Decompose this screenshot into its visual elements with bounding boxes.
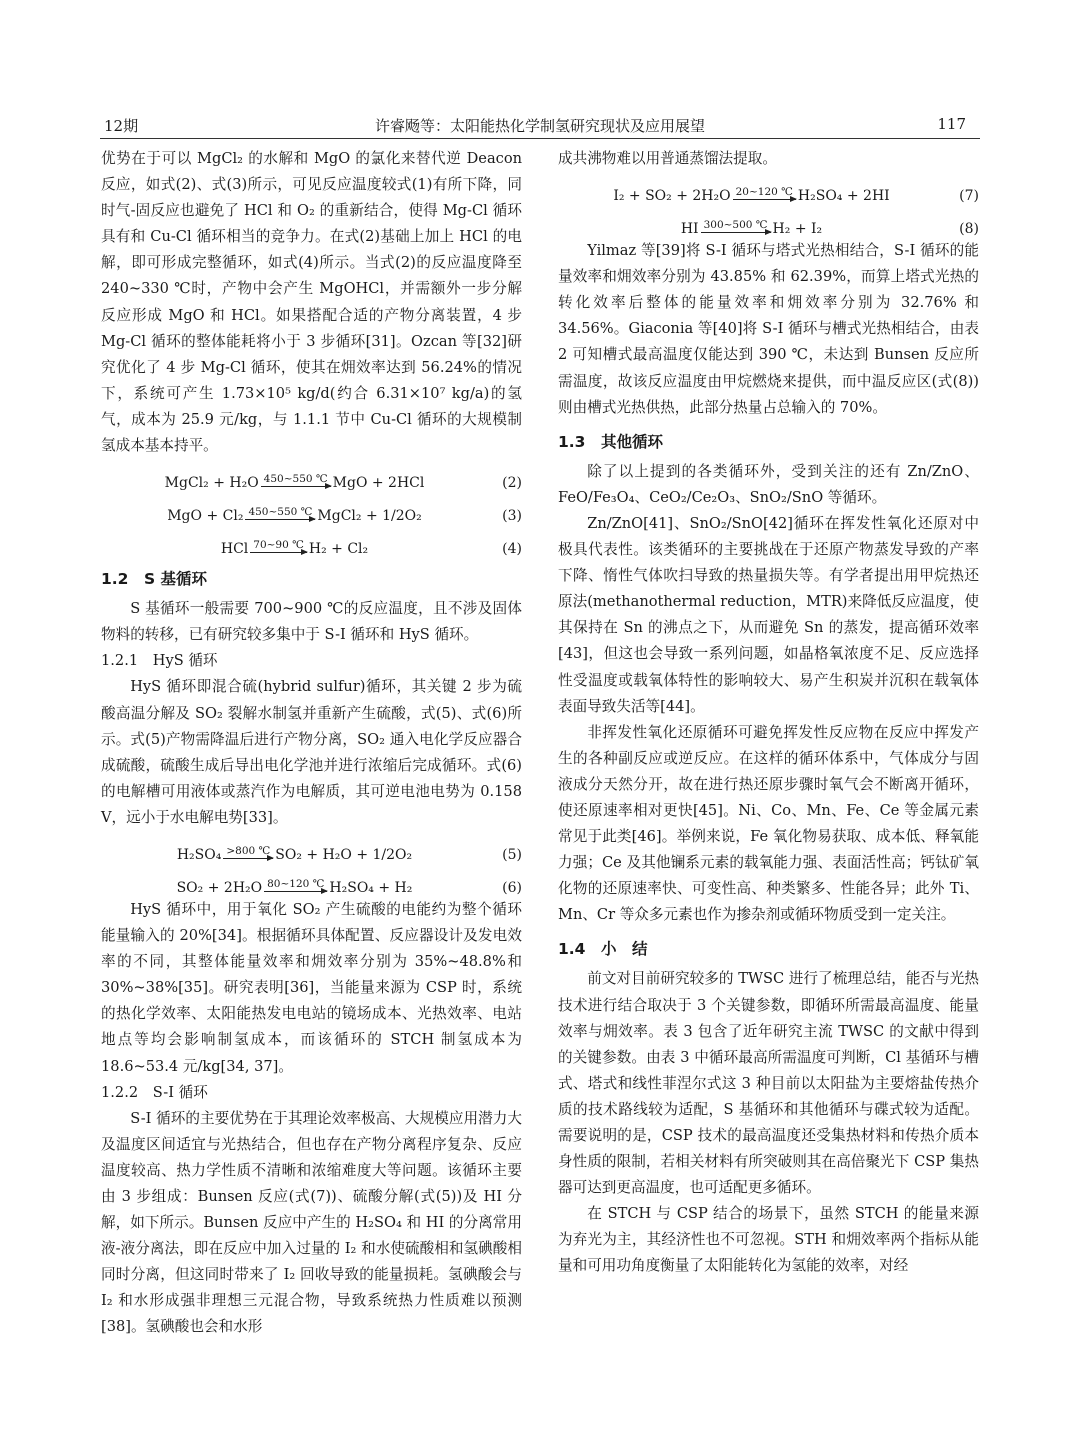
section-heading: 1.4 小 结 — [558, 940, 648, 959]
eq-lhs: SO₂ + 2H₂O — [176, 879, 263, 896]
eq-rhs: SO₂ + H₂O + 1/2O₂ — [275, 846, 413, 863]
equation-5 — [101, 831, 522, 864]
eq-lhs: HI — [680, 221, 699, 238]
eq-number: (4) — [502, 541, 522, 558]
eq-rhs: MgCl₂ + 1/2O₂ — [317, 508, 422, 525]
reaction-arrow — [264, 879, 327, 897]
eq-rhs: H₂ + I₂ — [772, 221, 823, 238]
eq-lhs: MgCl₂ + H₂O — [164, 475, 259, 492]
eq-lhs: HCl — [220, 541, 249, 558]
left-column — [101, 146, 522, 1341]
issue-label: 12期 — [104, 117, 139, 135]
eq-number: (3) — [502, 508, 522, 525]
reaction-arrow — [245, 507, 315, 525]
page-number: 117 — [937, 115, 966, 133]
paragraph: 前文对目前研究较多的 TWSC 进行了梳理总结，能否与光热技术进行结合取决于 3 个关键参数，即循环所需最高温度、能量效率与㶲效率。表 3 包含了近年研究主流 TWSC 的文献中得到的关键参数。由表 3 中循环最高所需温度可判断，Cl 基循环与槽式、塔式和线性菲涅尔式这 3 种目前以太阳盐为主要熔盐传热介质的技术路线较为适配，S 基循环和其他循环与碟式较为适配。需要说明的是，CSP 技术的最高温度还受集热材料和传热介质本身性质的限制，若相关材料有所突破则其在高倍聚光下 CSP 集热器可达到更高温度，也可适配更多循环。 — [558, 970, 979, 1197]
eq-rhs: H₂ + Cl₂ — [308, 541, 369, 558]
eq-lhs: MgO + Cl₂ — [167, 508, 244, 525]
paragraph: 非挥发性氧化还原循环可避免挥发性反应物在反应中挥发产生的各种副反应或逆反应。在这样的循环体系中，气体成分与固液成分天然分开，故在进行热还原步骤时氧气会不断离开循环，使还原速率相对更快[45]。Ni、Co、Mn、Fe、Ce 等金属元素常见于此类[46]。举例来说，Fe 氧化物易获取、成本低、释氧能力强；Ce 及其他镧系元素的载氧能力强、表面活性高；钙钛矿氧化物的还原速率快、可变性高、种类繁多、性能各异；此外 Ti、Mn、Cr 等众多元素也作为掺杂剂或循环物质受到一定关注。 — [558, 723, 979, 924]
eq-condition: 70~90 ℃ — [253, 539, 304, 552]
paragraph: S 基循环一般需要 700~900 ℃的反应温度，且不涉及固体物料的转移，已有研究较多集中于 S-I 循环和 HyS 循环。 — [101, 600, 522, 644]
eq-number: (5) — [502, 846, 522, 863]
eq-number: (2) — [502, 475, 522, 492]
eq-rhs: H₂SO₄ + 2HI — [797, 188, 890, 205]
reaction-arrow — [223, 846, 273, 864]
paragraph: HyS 循环即混合硫(hybrid sulfur)循环，其关键 2 步为硫酸高温分解及 SO₂ 裂解水制氢并重新产生硫酸，式(5)、式(6)所示。式(5)产物需降温后进行产物分离，SO₂ 通入电化学反应器合成硫酸，硫酸生成后导出电化学池并进行浓缩后完成循环。式(6)的电解槽可用液体或蒸汽作为电解质，其可逆电池电势为 0.158 V，远小于水电解电势[33]。 — [101, 678, 522, 826]
paragraph: 成共沸物难以用普通蒸馏法提取。 — [558, 150, 777, 167]
paragraph: HyS 循环中，用于氧化 SO₂ 产生硫酸的电能约为整个循环能量输入的 20%[34]。根据循环具体配置、反应器设计及发电效率的不同，其整体能量效率和㶲效率分别为 35%~48.8%和 30%~38%[35]。研究表明[36]，当能量来源为 CSP 时，系统的热化学效率、太阳能热发电电站的镜场成本、光热效率、电站地点等均会影响制氢成本，而该循环的 STCH 制氢成本为 18.6~53.4 元/kg[34, 37]。 — [101, 900, 522, 1075]
eq-number: (8) — [959, 221, 979, 238]
eq-lhs: I₂ + SO₂ + 2H₂O — [613, 188, 731, 205]
subsection-heading: 1.2.1 HyS 循环 — [101, 652, 218, 670]
paragraph: S-I 循环的主要优势在于其理论效率极高、大规模应用潜力大及温度区间适宜与光热结合，但也存在产物分离程序复杂、反应温度较高、热力学性质不清晰和浓缩难度大等问题。该循环主要由 3 步组成：Bunsen 反应(式(7))、硫酸分解(式(5))及 HI 分解，如下所示。Bunsen 反应中产生的 H₂SO₄ 和 HI 的分离常用液-液分离法，即在反应中加入过量的 I₂ 和水使硫酸相和氢碘酸相同时分离，但这同时带来了 I₂ 回收导致的能量损耗。氢碘酸会与 I₂ 和水形成强非理想三元混合物，导致系统热力性质难以预测[38]。氢碘酸也会和水形 — [101, 1109, 522, 1336]
running-title: 许睿飏等：太阳能热化学制氢研究现状及应用展望 — [374, 117, 705, 135]
right-column — [558, 146, 979, 1280]
equation-3 — [101, 492, 522, 525]
paragraph: 除了以上提到的各类循环外，受到关注的还有 Zn/ZnO、FeO/Fe₃O₄、CeO₂/Ce₂O₃、SnO₂/SnO 等循环。 — [558, 462, 979, 506]
section-heading: 1.3 其他循环 — [558, 432, 663, 451]
paragraph: 优势在于可以 MgCl₂ 的水解和 MgO 的氯化来替代逆 Deacon 反应，如式(2)、式(3)所示，可见反应温度较式(1)有所下降，同时气-固反应也避免了 HCl 和 O₂ 的重新结合，使得 Mg-Cl 循环具有和 Cu-Cl 循环相当的竞争力。在式(2)基础上加上 HCl 的电解，即可形成完整循环，如式(4)所示。当式(2)的反应温度降至 240~330 ℃时，产物中会产生 MgOHCl，并需额外一步分解反应形成 MgO 和 HCl。如果搭配合适的产物分离装置，4 步 Mg-Cl 循环的整体能耗将小于 3 步循环[31]。Ozcan 等[32]研究优化了 4 步 Mg-Cl 循环，使其在㶲效率达到 56.24%的情况下，系统可产生 1.73×10⁵ kg/d(约合 6.31×10⁷ kg/a)的氢气，成本为 25.9 元/kg，与 1.1.1 节中 Cu-Cl 循环的大规模制氢成本基本持平。 — [101, 150, 522, 455]
reaction-arrow — [250, 540, 307, 558]
equation-7 — [558, 172, 979, 205]
running-header — [100, 112, 980, 139]
equation-2 — [101, 459, 522, 492]
eq-condition: 80~120 ℃ — [267, 877, 325, 890]
eq-condition: 450~550 ℃ — [248, 506, 313, 519]
section-heading: 1.2 S 基循环 — [101, 570, 208, 589]
paragraph: 在 STCH 与 CSP 结合的场景下，虽然 STCH 的能量来源为弃光为主，其经济性也不可忽视。STH 和㶲效率两个指标从能量和可用功角度衡量了太阳能转化为氢能的效率，对经 — [558, 1205, 979, 1275]
paragraph: Yilmaz 等[39]将 S-I 循环与塔式光热相结合，S-I 循环的能量效率和㶲效率分别为 43.85% 和 62.39%，而算上塔式光热的转化效率后整体的能量效率和㶲效率分别为 32.76% 和 34.56%。Giaconia 等[40]将 S-I 循环与槽式光热相结合，由表 2 可知槽式最高温度仅能达到 390 ℃，未达到 Bunsen 反应所需温度，故该反应温度由甲烷燃烧来提供，而中温反应区(式(8))则由槽式光热供热，此部分热量占总输入的 70%。 — [558, 242, 979, 416]
reaction-arrow — [701, 220, 771, 238]
eq-condition: 300~500 ℃ — [703, 219, 768, 232]
eq-number: (7) — [959, 188, 979, 205]
subsection-heading: 1.2.2 S-I 循环 — [101, 1083, 208, 1101]
reaction-arrow — [261, 474, 331, 492]
equation-6 — [101, 864, 522, 897]
eq-lhs: H₂SO₄ — [176, 846, 222, 863]
eq-rhs: MgO + 2HCl — [332, 475, 425, 492]
reaction-arrow — [733, 187, 796, 205]
eq-condition: >800 ℃ — [226, 844, 271, 857]
equation-4 — [101, 525, 522, 558]
equation-8 — [558, 205, 979, 238]
paragraph: Zn/ZnO[41]、SnO₂/SnO[42]循环在挥发性氧化还原对中极具代表性。该类循环的主要挑战在于还原产物蒸发导致的产率下降、惰性气体吹扫导致的热量损失等。有学者提出用甲烷热还原法(methanothermal reduction，MTR)来降低反应温度，使其保持在 Sn 的沸点之下，从而避免 Sn 的蒸发，提高循环效率[43]，但这也会导致一系列问题，如晶格氧浓度不足、反应选择性受温度或载氧体特性的影响较大、易产生积炭并沉积在载氧体表面导致失活等[44]。 — [558, 514, 979, 715]
eq-condition: 450~550 ℃ — [263, 473, 328, 486]
eq-condition: 20~120 ℃ — [735, 186, 793, 199]
eq-rhs: H₂SO₄ + H₂ — [329, 879, 413, 896]
eq-number: (6) — [502, 879, 522, 896]
